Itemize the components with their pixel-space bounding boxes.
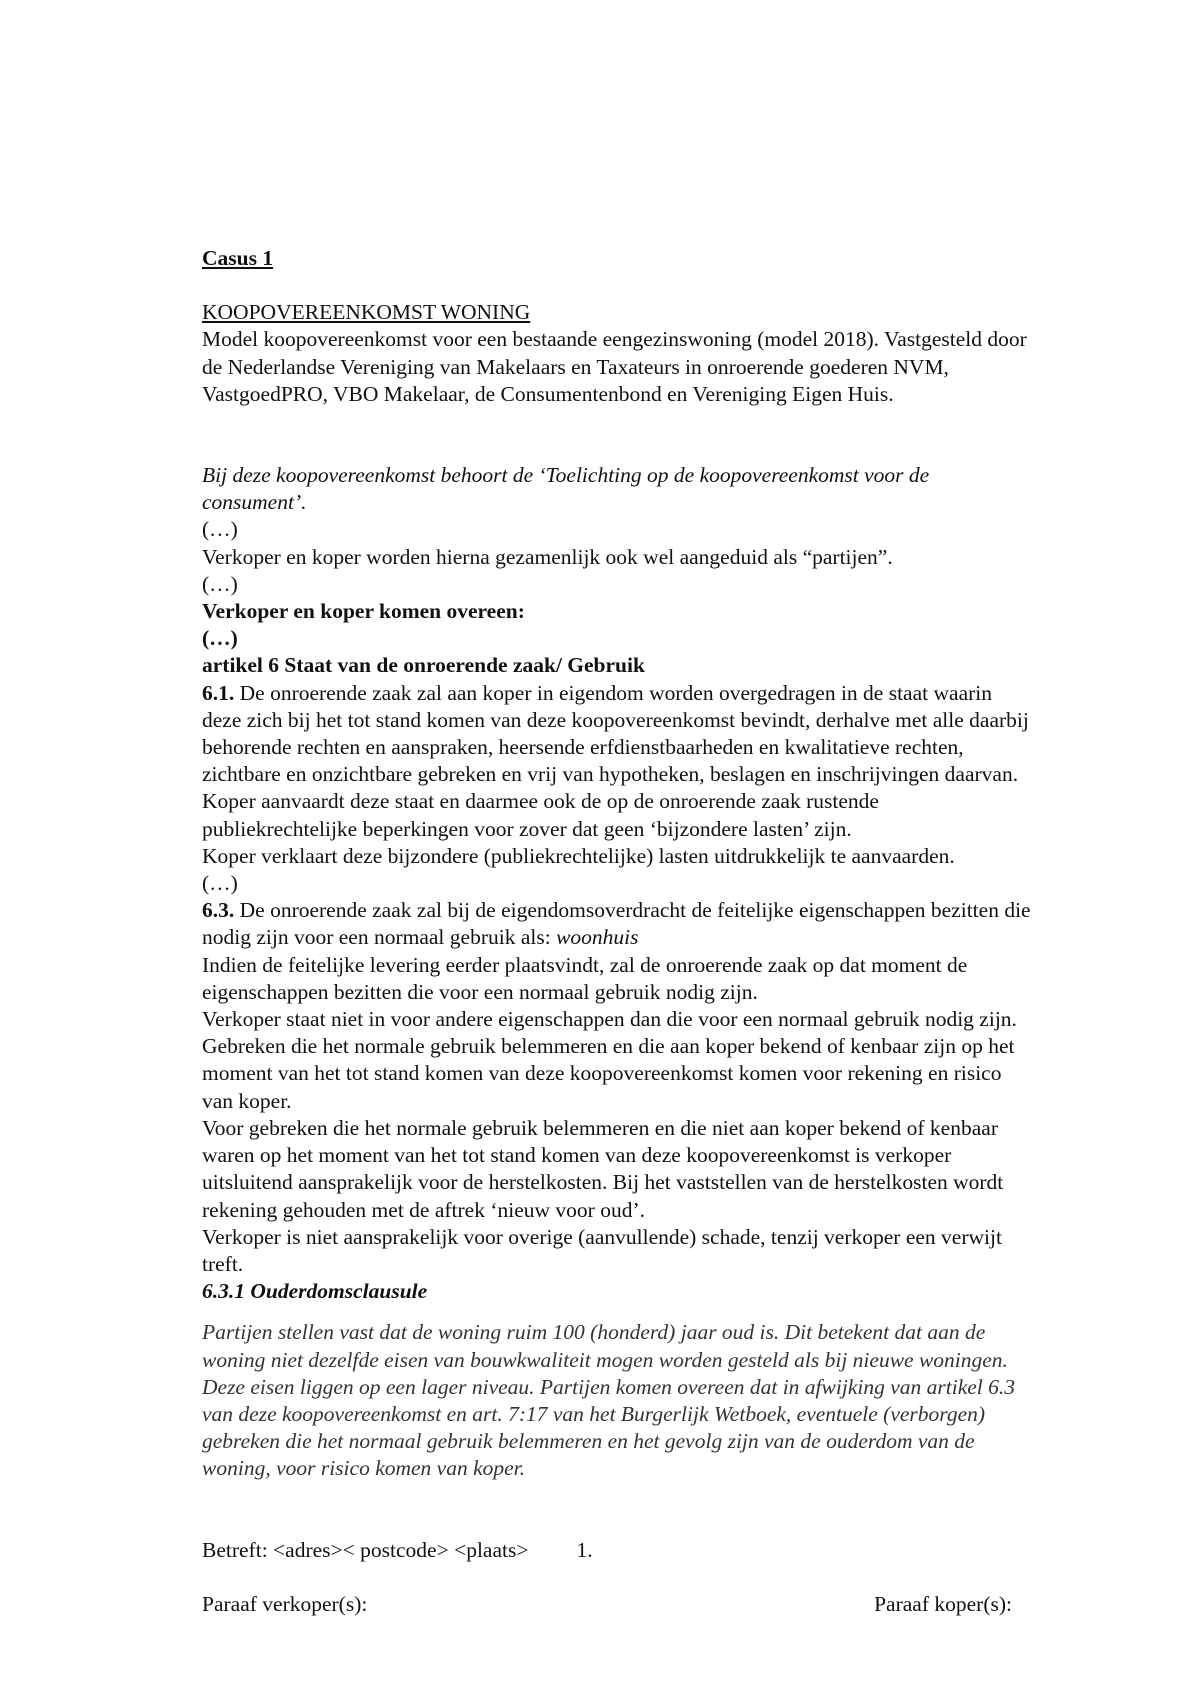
ellipsis: (…) [202, 571, 238, 596]
spacer [202, 272, 1162, 299]
parties-line: Verkoper en koper worden hierna gezamenlijk ook wel aangeduid als “partijen”. [202, 544, 893, 569]
clause-line: van deze koopovereenkomst en art. 7:17 van het Burgerlijk Wetboek, eventuele (verborgen) [202, 1401, 986, 1426]
section-6-1-line: publiekrechtelijke beperkingen voor zover dat geen ‘bijzondere lasten’ zijn. [202, 816, 852, 841]
ellipsis-bold: (…) [202, 626, 238, 651]
spacer [202, 1564, 1162, 1591]
usage-prefix: nodig zijn voor een normaal gebruik als: [202, 925, 557, 950]
clause-line: woning, voor risico komen van koper. [202, 1456, 526, 1481]
section-6-3-1-heading: 6.3.1 Ouderdomsclausule [202, 1279, 428, 1304]
article-6-heading: artikel 6 Staat van de onroerende zaak/ Gebruik [202, 653, 645, 678]
section-6-3-line: Gebreken die het normale gebruik belemmeren en die aan koper bekend of kenbaar zijn op het [202, 1034, 1015, 1059]
signature-row [202, 1591, 1012, 1618]
section-6-3-line: uitsluitend aansprakelijk voor de herstelkosten. Bij het vaststellen van de herstelkosten wordt [202, 1170, 1004, 1195]
toelichting-line-1: Bij deze koopovereenkomst behoort de ‘Toelichting op de koopovereenkomst voor de [202, 463, 930, 488]
section-6-3-text: De onroerende zaak zal bij de eigendomsoverdracht de feitelijke eigenschappen bezitten die [234, 898, 1031, 923]
section-6-1-line: Koper verklaart deze bijzondere (publiekrechtelijke) lasten uitdrukkelijk te aanvaarden. [202, 843, 955, 868]
section-6-1-line: deze zich bij het tot stand komen van deze koopovereenkomst bevindt, derhalve met alle daarbij [202, 707, 1029, 732]
section-6-3-line: moment van het tot stand komen van deze koopovereenkomst komen voor rekening en risico [202, 1061, 1002, 1086]
section-6-1-first-line [202, 680, 1162, 707]
usage-value: woonhuis [556, 925, 639, 950]
paraaf-verkoper-label: Paraaf verkoper(s): [202, 1591, 368, 1616]
page-number: 1. [576, 1537, 593, 1562]
ellipsis: (…) [202, 517, 238, 542]
section-6-3-line: treft. [202, 1251, 244, 1276]
section-6-3-line: Verkoper staat niet in voor andere eigenschappen dan die voor een normaal gebruik nodig zijn. [202, 1007, 1017, 1032]
clause-line: Partijen stellen vast dat de woning ruim 100 (honderd) jaar oud is. Dit betekent dat aan de [202, 1320, 986, 1345]
intro-line-3: VastgoedPRO, VBO Makelaar, de Consumentenbond en Vereniging Eigen Huis. [202, 381, 894, 406]
section-6-3-number: 6.3. [202, 898, 235, 923]
section-6-3-line: Voor gebreken die het normale gebruik belemmeren en die niet aan koper bekend of kenbaar [202, 1115, 998, 1140]
casus-title: Casus 1 [202, 246, 274, 270]
section-6-3-line: Verkoper is niet aansprakelijk voor overige (aanvullende) schade, tenzij verkoper een verwijt [202, 1224, 1002, 1249]
intro-line-2: de Nederlandse Vereniging van Makelaars en Taxateurs in onroerende goederen NVM, [202, 354, 949, 379]
section-6-3-line: van koper. [202, 1088, 292, 1113]
document-body [202, 245, 1162, 1618]
toelichting-line-2: consument’. [202, 490, 307, 515]
section-6-3-first-line [202, 897, 1162, 924]
spacer [202, 1483, 1162, 1537]
section-6-1-number: 6.1. [202, 680, 235, 705]
intro-line-1: Model koopovereenkomst voor een bestaande eengezinswoning (model 2018). Vastgesteld door [202, 327, 1027, 352]
section-6-3-line: eigenschappen bezitten die voor een normaal gebruik nodig zijn. [202, 979, 758, 1004]
betreft-text: Betreft: ˂adres˃˂ postcode˃ ˂plaats˃ [202, 1537, 529, 1562]
ellipsis: (…) [202, 871, 238, 896]
section-6-1-line: behorende rechten en aanspraken, heersende erfdienstbaarheden en kwalitatieve rechten, [202, 735, 964, 760]
agreement-heading: Verkoper en koper komen overeen: [202, 599, 525, 624]
clause-line: woning niet dezelfde eisen van bouwkwaliteit mogen worden gesteld als bij nieuwe woningen. [202, 1347, 1008, 1372]
betreft-line [202, 1537, 1162, 1564]
section-6-1-line: zichtbare en onzichtbare gebreken en vrij van hypotheken, beslagen en inschrijvingen daarvan. [202, 762, 1019, 787]
spacer [202, 408, 1162, 462]
section-6-1-line: Koper aanvaardt deze staat en daarmee ook de op de onroerende zaak rustende [202, 789, 879, 814]
spacer [202, 1305, 1162, 1319]
section-6-3-line: rekening gehouden met de aftrek ‘nieuw voor oud’. [202, 1197, 645, 1222]
section-6-3-line: Indien de feitelijke levering eerder plaatsvindt, zal de onroerende zaak op dat moment de [202, 952, 968, 977]
section-6-1-text: De onroerende zaak zal aan koper in eigendom worden overgedragen in de staat waarin [234, 680, 992, 705]
clause-line: gebreken die het normaal gebruik belemmeren en het gevolg zijn van de ouderdom van de [202, 1429, 975, 1454]
section-6-3-usage-line [202, 924, 1162, 951]
section-6-3-line: waren op het moment van het tot stand komen van deze koopovereenkomst is verkoper [202, 1143, 952, 1168]
clause-line: Deze eisen liggen op een lager niveau. Partijen komen overeen dat in afwijking van artikel 6.3 [202, 1374, 1016, 1399]
document-title: KOOPOVEREENKOMST WONING [202, 300, 531, 325]
paraaf-koper-label: Paraaf koper(s): [874, 1591, 1012, 1616]
